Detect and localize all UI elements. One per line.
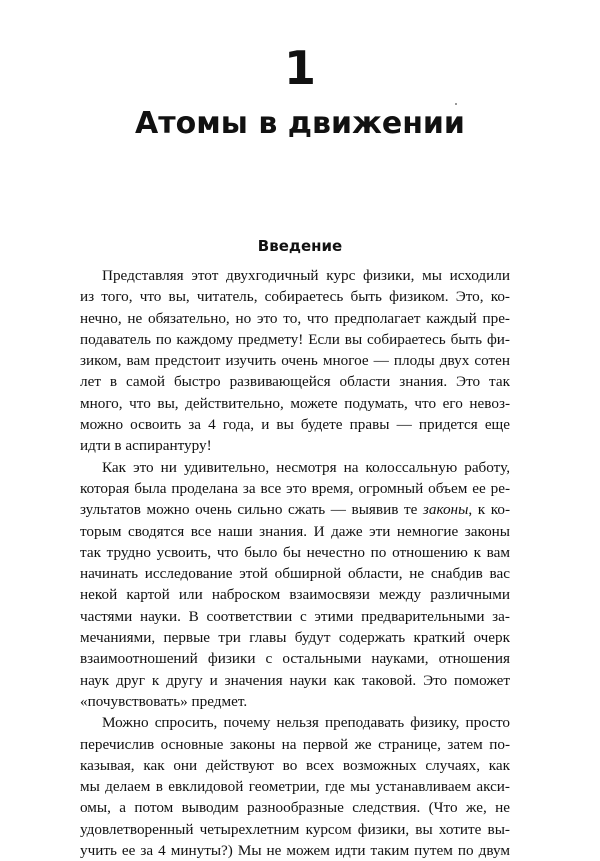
text-line: подаватель по каждому предмету! Если вы собираетесь быть фи- — [80, 330, 510, 348]
chapter-title: Атомы в движении — [135, 106, 465, 141]
emphasis: законы — [422, 501, 469, 519]
text-line: начинать исследование этой обширной области, не снабдив вас — [80, 565, 510, 583]
text-line: омы, а потом выводим разнообразные следствия. (Что же, не — [80, 799, 510, 817]
text-line: взаимоотношений физики с остальными науками, отношения — [80, 650, 510, 668]
text-line: так трудно усвоить, что было бы нечестно по отношению к вам — [80, 543, 510, 561]
text-line: нечно, не обязательно, но это то, что предполагает каждый пре- — [80, 309, 510, 327]
section-title: Введение — [257, 237, 343, 255]
text-line: можно освоить за 4 года, и вы будете правы — придется еще — [80, 416, 510, 434]
text-line: торым сводятся все наши знания. И даже эти немногие законы — [80, 522, 510, 540]
text-line: зультатов можно очень сильно сжать — выявив те законы, к ко- — [80, 501, 510, 519]
text-line: некой картой или наброском взаимосвязи между различными — [80, 586, 510, 604]
text-line: мы делаем в евклидовой геометрии, где мы устанавливаем акси- — [80, 778, 510, 796]
paragraph-3 — [80, 712, 510, 861]
text-line: лет в самой быстро развивающейся области знания. Это так — [80, 373, 510, 391]
text-line: Представляя этот двухгодичный курс физики, мы исходили — [102, 267, 510, 284]
text-line: идти в аспирантуру! — [80, 437, 212, 455]
body-text — [80, 265, 510, 861]
chapter-number: 1 — [283, 41, 316, 95]
text-line: удовлетворенный четырехлетним курсом физики, вы хотите вы- — [80, 820, 510, 838]
text-line: учить ее за 4 минуты?) Мы не можем идти таким путем по двум — [80, 842, 510, 860]
text-line: «почувствовать» предмет. — [80, 692, 248, 710]
text-line: Можно спросить, почему нельзя преподавать физику, просто — [102, 714, 510, 732]
text-line: которая была проделана за все это время, огромный объем ее ре- — [80, 479, 510, 497]
paragraph-2 — [80, 457, 510, 713]
text-line: перечислив основные законы на первой же странице, затем по- — [80, 735, 510, 753]
text-line: много, что вы, действительно, можете подумать, что его невоз- — [80, 394, 510, 412]
text-line: наук друг к другу и значения науки как таковой. Это поможет — [80, 671, 510, 689]
text-line: из того, что вы, читатель, собираетесь быть физиком. Это, ко- — [80, 288, 510, 306]
text-line: казывая, как они действуют во всех возможных случаях, как — [80, 756, 510, 774]
text-line: Как это ни удивительно, несмотря на колоссальную работу, — [102, 458, 510, 476]
paragraph-1 — [80, 265, 510, 457]
text-line: мечаниями, первые три главы будут содержать краткий очерк — [80, 629, 510, 647]
text-line: частями науки. В соответствии с этими предварительными за- — [80, 607, 510, 625]
text-line: зиком, вам предстоит изучить очень многое — плоды двух сотен — [80, 352, 510, 370]
